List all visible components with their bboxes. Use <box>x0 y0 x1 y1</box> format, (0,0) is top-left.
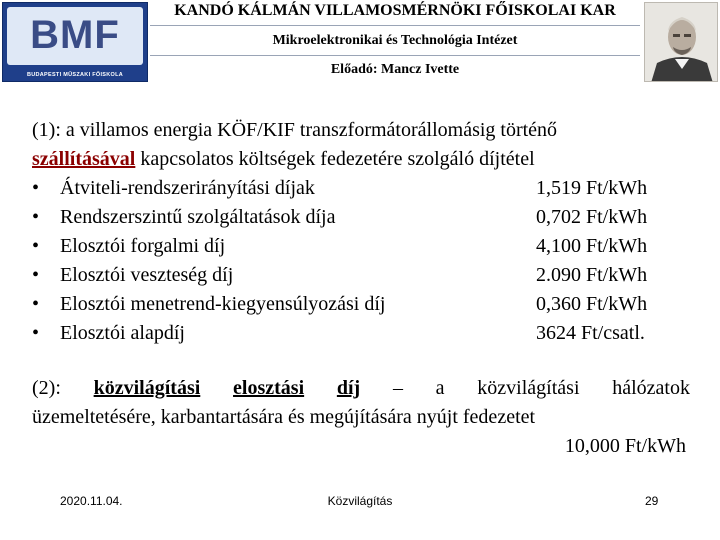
bullet-icon: • <box>32 322 40 344</box>
bmf-logo <box>2 2 148 82</box>
list-item <box>32 319 692 348</box>
word: közvilágítási <box>477 377 580 399</box>
fee-value: 1,519 Ft/kWh <box>536 177 648 199</box>
institute-name: Mikroelektronikai és Technológia Intézet <box>272 33 518 48</box>
fee-value: 4,100 Ft/kWh <box>536 235 648 257</box>
list-item <box>32 174 692 203</box>
bullet-icon: • <box>32 235 40 257</box>
fee-label: Elosztói menetrend-kiegyensúlyozási díj <box>60 293 386 315</box>
section2-line1 <box>32 374 690 403</box>
underlined-word: elosztási <box>233 377 305 399</box>
list-item <box>32 261 692 290</box>
lecturer-name: Előadó: Mancz Ivette <box>330 62 460 77</box>
underlined-word: díj <box>336 377 361 399</box>
fee-label: Elosztói forgalmi díj <box>60 235 226 257</box>
underlined-word: közvilágítási <box>93 377 201 399</box>
page-number: 29 <box>645 494 659 508</box>
list-item <box>32 232 692 261</box>
list-item <box>32 290 692 319</box>
bullet-icon: • <box>32 264 40 286</box>
faculty-title: KANDÓ KÁLMÁN VILLAMOSMÉRNÖKI FŐISKOLAI KAR <box>174 2 616 19</box>
fee-value: 0,702 Ft/kWh <box>536 206 648 228</box>
bullet-icon: • <box>32 206 40 228</box>
fee-label: Elosztói alapdíj <box>60 322 185 344</box>
section2-value: 10,000 Ft/kWh <box>564 435 686 457</box>
header-divider <box>150 25 640 26</box>
word: hálózatok <box>612 377 690 399</box>
fee-label: Átviteli-rendszerirányítási díjak <box>60 177 315 199</box>
bullet-icon: • <box>32 293 40 315</box>
dash: – <box>392 377 403 399</box>
section2-prefix: (2): <box>32 377 61 399</box>
fee-list <box>32 174 692 348</box>
section1-suffix: kapcsolatos költségek fedezetére szolgáló díjtétel <box>135 148 535 170</box>
portrait-icon <box>645 3 718 82</box>
slide-header <box>0 0 720 84</box>
section2-line2: üzemeltetésére, karbantartására és megújítására nyújt fedezetet <box>32 406 536 428</box>
section-street-lighting-fee <box>32 374 690 461</box>
fee-value: 3624 Ft/csatl. <box>536 322 645 344</box>
section-transmission-fees <box>32 116 692 348</box>
header-divider <box>150 55 640 56</box>
portrait-image <box>644 2 718 82</box>
footer-topic: Közvilágítás <box>327 494 393 508</box>
footer-date: 2020.11.04. <box>60 494 123 508</box>
bullet-icon: • <box>32 177 40 199</box>
logo-subtext: BUDAPESTI MŰSZAKI FŐISKOLA <box>26 72 124 78</box>
logo-text: BMF <box>30 13 120 57</box>
logo-panel <box>7 7 143 65</box>
fee-label: Rendszerszintű szolgáltatások díja <box>60 206 336 228</box>
list-item <box>32 203 692 232</box>
underlined-word: szállításával <box>32 148 136 170</box>
section1-prefix: (1): a villamos energia KÖF/KIF transzformátorállomásig történő <box>32 119 558 141</box>
word: a <box>435 377 445 399</box>
section1-intro <box>32 116 692 174</box>
fee-value: 2.090 Ft/kWh <box>536 264 648 286</box>
fee-value: 0,360 Ft/kWh <box>536 293 648 315</box>
fee-label: Elosztói veszteség díj <box>60 264 234 286</box>
